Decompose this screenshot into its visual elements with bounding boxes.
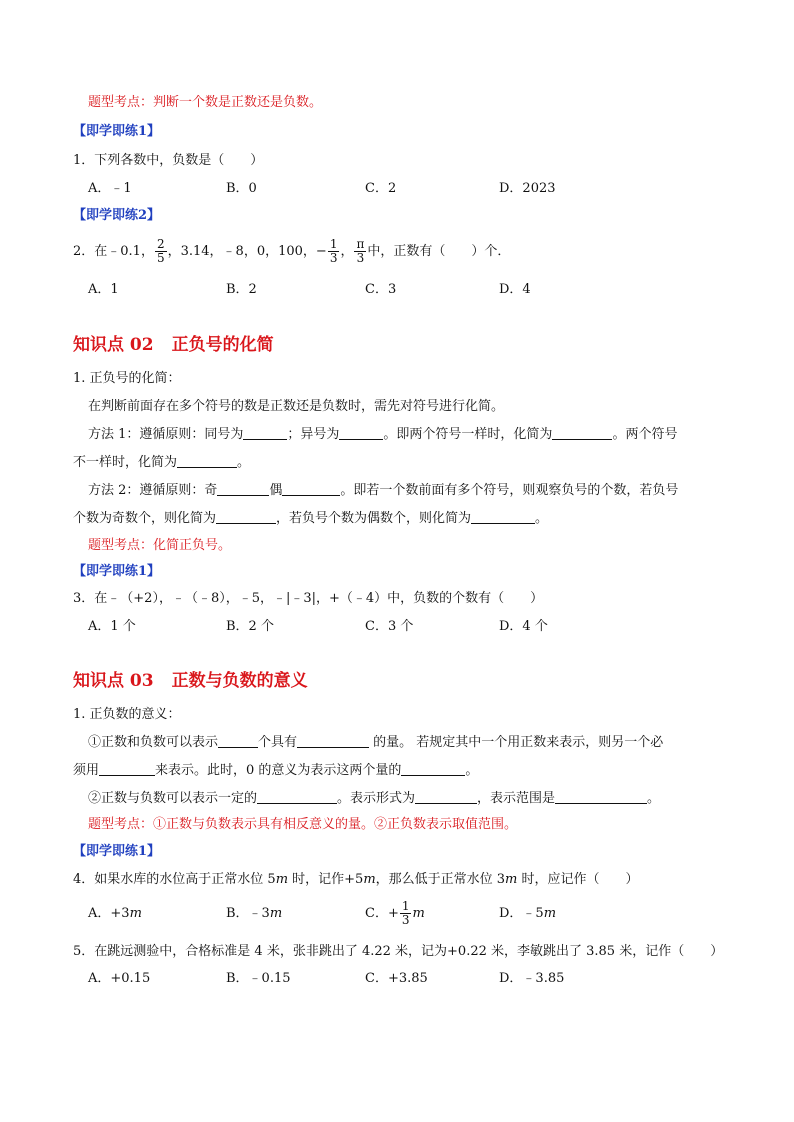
- question-4: 4．如果水库的水位高于正常水位 5m 时，记作+5m，那么低于正常水位 3m 时，应记作（ ）: [73, 872, 639, 887]
- answer-blank[interactable]: [415, 790, 477, 804]
- practice-label: 【即学即练2】: [73, 208, 161, 223]
- q2-option-b[interactable]: B．2: [226, 282, 257, 297]
- answer-blank[interactable]: [401, 762, 465, 776]
- question-3: 3．在﹣（+2），﹣（﹣8），﹣5，﹣|﹣3|，+（﹣4）中，负数的个数有（ ）: [73, 591, 544, 606]
- answer-blank[interactable]: [555, 790, 647, 804]
- answer-blank[interactable]: [257, 790, 337, 804]
- answer-blank[interactable]: [177, 454, 237, 468]
- q5-option-c[interactable]: C．+3.85: [365, 971, 428, 986]
- answer-blank[interactable]: [217, 482, 269, 496]
- q4-option-c[interactable]: C．+ $\frac{1}{3}$ m: [365, 899, 425, 927]
- paragraph: 在判断前面存在多个符号的数是正数还是负数时，需先对符号进行化简。: [88, 399, 505, 414]
- answer-blank[interactable]: [282, 482, 340, 496]
- q3-option-a[interactable]: A．1 个: [88, 619, 136, 634]
- fraction: $\frac{\pi}{3}$: [356, 237, 365, 265]
- answer-blank[interactable]: [552, 426, 612, 440]
- q5-option-d[interactable]: D．﹣3.85: [499, 971, 565, 986]
- paragraph: 不一样时，化简为 。: [73, 455, 251, 470]
- paragraph: 个数为奇数个，则化简为 ，若负号个数为偶数个，则化简为 。: [73, 511, 549, 526]
- q5-option-b[interactable]: B．﹣0.15: [226, 971, 291, 986]
- answer-blank[interactable]: [471, 510, 535, 524]
- kaodian-2: 题型考点：化简正负号。: [88, 538, 232, 553]
- q4-option-b[interactable]: B．﹣3m: [226, 906, 283, 921]
- q1-option-d[interactable]: D．2023: [499, 181, 556, 196]
- q5-option-a[interactable]: A．+0.15: [88, 971, 151, 986]
- answer-blank[interactable]: [218, 734, 258, 748]
- q1-option-b[interactable]: B．0: [226, 181, 257, 196]
- q2-option-a[interactable]: A．1: [88, 282, 119, 297]
- q3-option-c[interactable]: C．3 个: [365, 619, 414, 634]
- question-2: 2．在﹣0.1， $\frac{2}{5}$ ，3.14，﹣8，0，100，− $\frac{1}{3}$ ， $\frac{\pi}{3}$ 中，正数有（ ）个．: [73, 237, 511, 265]
- q1-option-a[interactable]: A．﹣1: [88, 181, 132, 196]
- answer-blank[interactable]: [99, 762, 155, 776]
- paragraph: 1. 正负数的意义：: [73, 707, 181, 722]
- answer-blank[interactable]: [216, 510, 276, 524]
- paragraph: 方法 1：遵循原则：同号为 ；异号为 。即两个符号一样时，化简为 。两个符号: [88, 427, 678, 442]
- fraction: $\frac{1}{3}$: [401, 899, 410, 927]
- fraction: $\frac{2}{5}$: [156, 237, 165, 265]
- question-1: 1．下列各数中，负数是（ ）: [73, 153, 264, 168]
- paragraph: 须用 来表示。此时，0 的意义为表示这两个量的 。: [73, 763, 479, 778]
- answer-blank[interactable]: [339, 426, 383, 440]
- paragraph: ②正数与负数可以表示一定的 。表示形式为 ，表示范围是 。: [88, 791, 661, 806]
- question-5: 5．在跳远测验中，合格标准是 4 米，张非跳出了 4.22 米，记为+0.22 米，李敏跳出了 3.85 米，记作（ ）: [73, 944, 724, 959]
- kaodian-1: 题型考点：判断一个数是正数还是负数。: [88, 95, 323, 110]
- practice-label: 【即学即练1】: [73, 124, 161, 139]
- q4-option-a[interactable]: A．+3m: [88, 906, 142, 921]
- q1-option-c[interactable]: C．2: [365, 181, 397, 196]
- practice-label: 【即学即练1】: [73, 844, 161, 859]
- q3-option-d[interactable]: D．4 个: [499, 619, 548, 634]
- practice-label: 【即学即练1】: [73, 564, 161, 579]
- paragraph: ①正数和负数可以表示 个具有 的量。 若规定其中一个用正数来表示，则另一个必: [88, 735, 664, 750]
- q2-option-d[interactable]: D．4: [499, 282, 531, 297]
- answer-blank[interactable]: [297, 734, 369, 748]
- fraction: $\frac{1}{3}$: [329, 237, 338, 265]
- section-heading: 知识点 03 正数与负数的意义: [73, 671, 308, 691]
- q3-option-b[interactable]: B．2 个: [226, 619, 274, 634]
- paragraph: 1. 正负号的化简：: [73, 371, 181, 386]
- section-heading: 知识点 02 正负号的化简: [73, 335, 274, 355]
- q2-option-c[interactable]: C．3: [365, 282, 397, 297]
- paragraph: 方法 2：遵循原则：奇 偶 。即若一个数前面有多个符号，则观察负号的个数，若负号: [88, 483, 679, 498]
- q4-option-d[interactable]: D．﹣5m: [499, 906, 557, 921]
- kaodian-3: 题型考点：①正数与负数表示具有相反意义的量。②正负数表示取值范围。: [88, 817, 518, 832]
- answer-blank[interactable]: [243, 426, 287, 440]
